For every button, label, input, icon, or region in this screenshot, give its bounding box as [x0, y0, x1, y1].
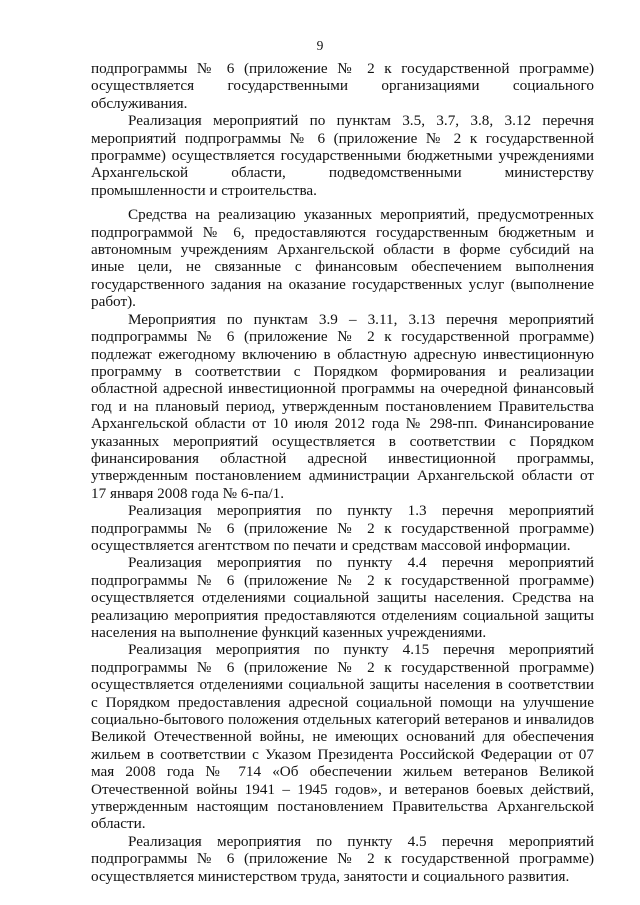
page-number: 9 — [316, 38, 324, 53]
paragraph-item-4-4: Реализация мероприятия по пункту 4.4 перечня мероприятий подпрограммы № 6 (приложение № 2 к государственной программе) осуществляется отделениями социальной защиты населения. Средства на реализацию мероприятия предоставляются отделениям социальной защиты населения на выполнение функций казенных учреждениями. — [91, 554, 594, 641]
paragraph-item-4-5: Реализация мероприятия по пункту 4.5 перечня мероприятий подпрограммы № 6 (приложение № 2 к государственной программе) осуществляется министерством труда, занятости и социального развития. — [91, 832, 594, 885]
paragraph-items-3-9-3-13: Мероприятия по пунктам 3.9 – 3.11, 3.13 перечня мероприятий подпрограммы № 6 (приложение № 2 к государственной программе) подлежат ежегодному включению в областную адресную инвестиционную программу в соответствии с Порядком формирования и реализации областной адресной инвестиционной программы на очередной финансовый год и на плановый период, утвержденным постановлением Правительства Архангельской области от 10 июля 2012 года № 298-пп. Финансирование указанных мероприятий осуществляется в соответствии с Порядком финансирования областной адресной инвестиционной программы, утвержденным постановлением администрации Архангельской области от 17 января 2008 года № 6-па/1. — [91, 310, 594, 502]
paragraph-continuation: подпрограммы № 6 (приложение № 2 к государственной программе) осуществляется государственными организациями социального обслуживания. — [91, 60, 594, 112]
paragraph-items-3-5-3-12: Реализация мероприятий по пунктам 3.5, 3.7, 3.8, 3.12 перечня мероприятий подпрограммы № 6 (приложение № 2 к государственной программе) осуществляется государственными бюджетными учреждениями Архангельской области, подведомственными министерству промышленности и строительства. — [91, 112, 594, 199]
paragraph-item-4-15: Реализация мероприятия по пункту 4.15 перечня мероприятий подпрограммы № 6 (приложение № 2 к государственной программе) осуществляется отделениями социальной защиты населения в соответствии с Порядком предоставления адресной социальной помощи на улучшение социально-бытового положения отдельных категорий ветеранов и инвалидов Великой Отечественной войны, не имеющих оснований для обеспечения жильем в соответствии с Указом Президента Российской Федерации от 07 мая 2008 года № 714 «Об обеспечении жильем ветеранов Великой Отечественной войны 1941 – 1945 годов», и ветеранов боевых действий, утвержденным настоящим постановлением Правительства Архангельской области. — [91, 641, 594, 833]
paragraph-item-1-3: Реализация мероприятия по пункту 1.3 перечня мероприятий подпрограммы № 6 (приложение № 2 к государственной программе) осуществляется агентством по печати и средствам массовой информации. — [91, 502, 594, 554]
body-text — [91, 60, 594, 885]
paragraph-subsidies: Средства на реализацию указанных мероприятий, предусмотренных подпрограммой № 6, предоставляются государственным бюджетным и автономным учреждениям Архангельской области в форме субсидий на иные цели, не связанные с финансовым обеспечением выполнения государственного задания на оказание государственных услуг (выполнение работ). — [91, 206, 594, 311]
